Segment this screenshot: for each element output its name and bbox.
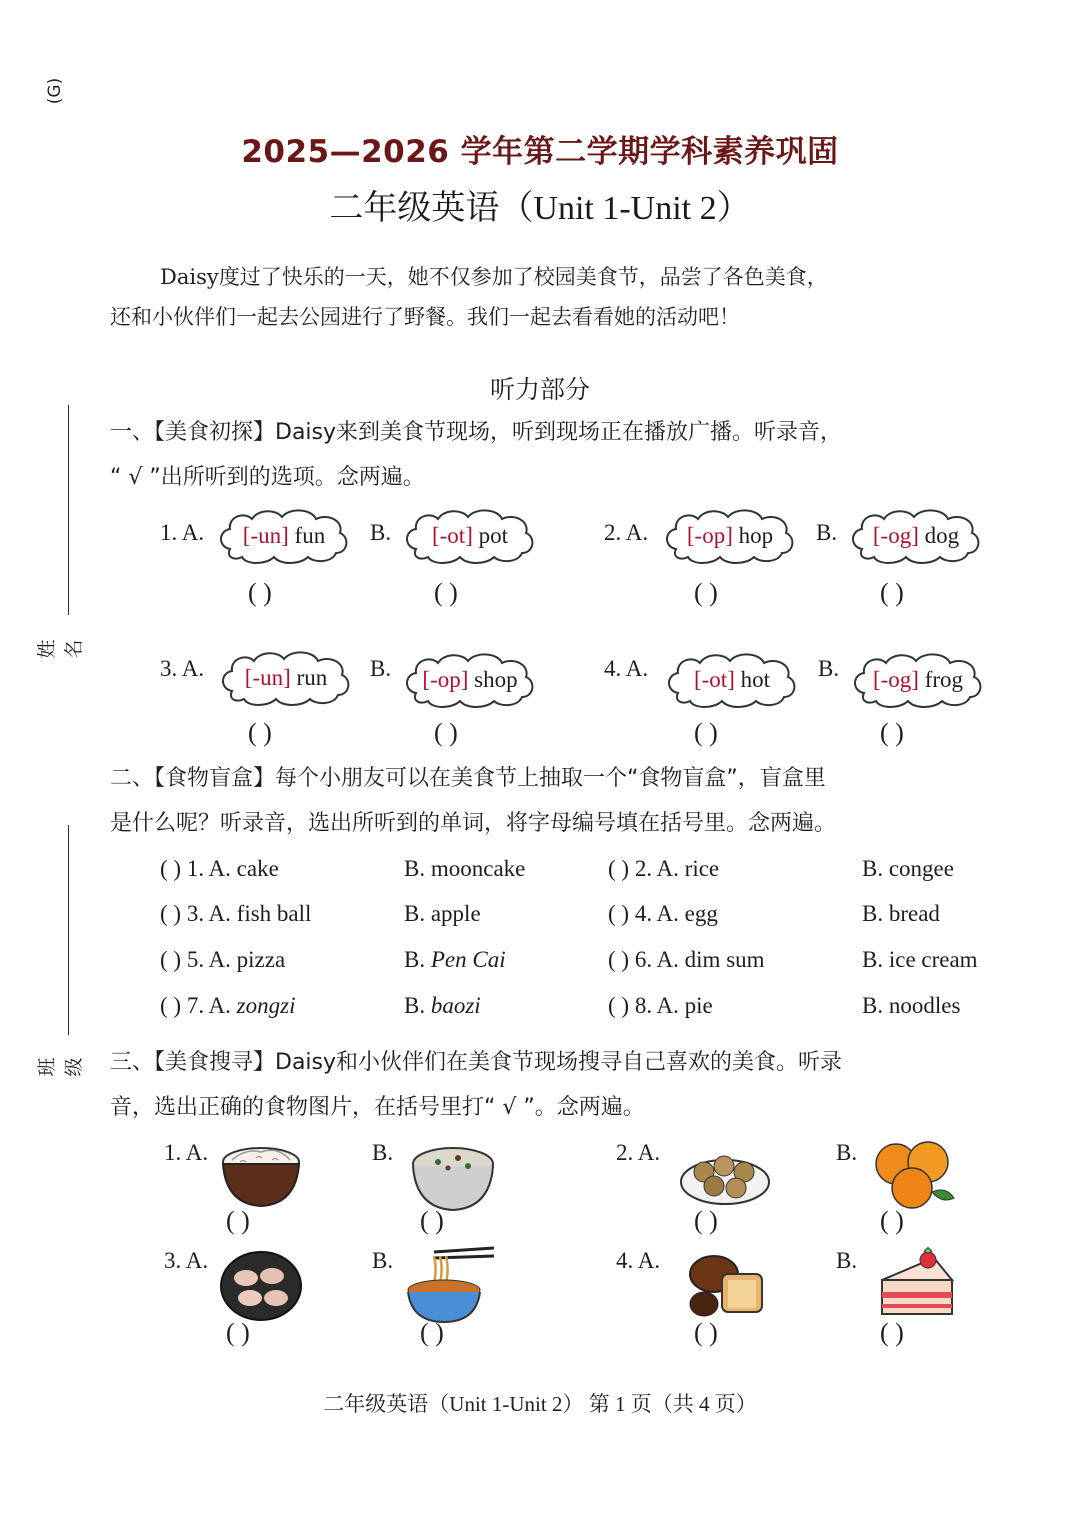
option-b-label: B. <box>836 1248 858 1273</box>
cloud-option <box>218 647 354 709</box>
answer-bracket[interactable]: ( ) <box>248 718 272 747</box>
q2-number: 2. A. <box>604 520 649 545</box>
q4-number: 4. A. <box>616 1248 661 1273</box>
answer-bracket[interactable]: ( ) <box>880 1318 904 1347</box>
answer-bracket[interactable]: ( ) <box>420 1206 444 1235</box>
rime: [-og] <box>872 667 919 692</box>
option-b-label: B. <box>818 656 840 681</box>
word: frog <box>924 667 964 692</box>
answer-bracket[interactable]: ( ) <box>160 856 182 881</box>
binding-line-top <box>68 405 69 615</box>
answer-bracket[interactable]: ( ) <box>880 578 904 607</box>
choice-row: ( ) 4. A. egg <box>608 901 718 926</box>
choice-b: B. ice cream <box>862 947 978 972</box>
cloud-option <box>402 505 538 567</box>
rime: [-op] <box>422 667 469 692</box>
answer-bracket[interactable]: ( ) <box>226 1318 250 1347</box>
answer-bracket[interactable]: ( ) <box>880 1206 904 1235</box>
choice-row: ( ) 3. A. fish ball <box>160 901 312 926</box>
rime: [-un] <box>242 523 289 548</box>
choice-b: B. noodles <box>862 993 961 1018</box>
option-b-label: B. <box>836 1140 858 1165</box>
answer-bracket[interactable]: ( ) <box>694 1318 718 1347</box>
rime: [-op] <box>686 523 733 548</box>
part3-instruction-line-1: 三、【美食搜寻】Daisy和小伙伴们在美食节现场搜寻自己喜欢的美食。听录 <box>110 1050 843 1075</box>
choice-b: B. congee <box>862 856 954 881</box>
q3-number: 3. A. <box>164 1248 209 1273</box>
answer-bracket[interactable]: ( ) <box>160 993 182 1018</box>
answer-bracket[interactable]: ( ) <box>608 947 630 972</box>
class-label: 班级 <box>36 1057 85 1077</box>
part1-instruction-line-1: 一、【美食初探】Daisy来到美食节现场，听到现场正在播放广播。听录音， <box>110 420 843 445</box>
option-b-label: B. <box>816 520 838 545</box>
answer-bracket[interactable]: ( ) <box>694 1206 718 1235</box>
choice-row: ( ) 1. A. cake <box>160 856 279 881</box>
exam-subtitle: 二年级英语（Unit 1-Unit 2） <box>329 190 751 227</box>
choice-row: ( ) 6. A. dim sum <box>608 947 765 972</box>
cloud-option <box>402 649 538 711</box>
word: dog <box>924 523 960 548</box>
option-b-label: B. <box>370 656 392 681</box>
answer-bracket[interactable]: ( ) <box>248 578 272 607</box>
intro-line-1: Daisy度过了快乐的一天，她不仅参加了校园美食节，品尝了各色美食， <box>160 265 828 289</box>
q4-number: 4. A. <box>604 656 649 681</box>
rice-bowl-icon <box>216 1132 306 1212</box>
q1-number: 1. A. <box>160 520 205 545</box>
binding-line-bottom <box>68 825 69 1035</box>
oranges-icon <box>870 1132 960 1212</box>
choice-row: ( ) 7. A. zongzi <box>160 993 296 1018</box>
listening-section-heading: 听力部分 <box>489 375 590 404</box>
part1-instruction-line-2: “ √ ”出所听到的选项。念两遍。 <box>110 465 425 490</box>
option-b-label: B. <box>372 1140 394 1165</box>
option-b-label: B. <box>372 1248 394 1273</box>
answer-bracket[interactable]: ( ) <box>434 578 458 607</box>
part2-instruction-line-2: 是什么呢？听录音，选出所听到的单词，将字母编号填在括号里。念两遍。 <box>110 811 837 836</box>
choice-row: ( ) 5. A. pizza <box>160 947 286 972</box>
part2-instruction-line-1: 二、【食物盲盒】每个小朋友可以在美食节上抽取一个“食物盲盒”，盲盒里 <box>110 766 826 791</box>
choice-row: ( ) 8. A. pie <box>608 993 713 1018</box>
option-b-label: B. <box>370 520 392 545</box>
intro-line-2: 还和小伙伴们一起去公园进行了野餐。我们一起去看看她的活动吧！ <box>110 305 740 329</box>
word: hot <box>740 667 770 692</box>
q3-number: 3. A. <box>160 656 205 681</box>
rime: [-og] <box>872 523 919 548</box>
answer-bracket[interactable]: ( ) <box>420 1318 444 1347</box>
noodles-icon <box>404 1244 494 1324</box>
choice-b: B. bread <box>862 901 940 926</box>
q2-number: 2. A. <box>616 1140 661 1165</box>
congee-bowl-icon <box>408 1134 498 1214</box>
dumplings-icon <box>216 1244 306 1324</box>
cloud-option <box>850 649 986 711</box>
choice-b: B. apple <box>404 901 481 926</box>
word: fun <box>294 523 326 548</box>
answer-bracket[interactable]: ( ) <box>694 578 718 607</box>
choice-b: B. Pen Cai <box>404 947 506 972</box>
paper-version-mark: (G) <box>45 77 65 105</box>
answer-bracket[interactable]: ( ) <box>608 856 630 881</box>
answer-bracket[interactable]: ( ) <box>160 901 182 926</box>
name-label: 姓名 <box>36 639 85 659</box>
cloud-option <box>664 649 800 711</box>
answer-bracket[interactable]: ( ) <box>160 947 182 972</box>
answer-bracket[interactable]: ( ) <box>608 993 630 1018</box>
cloud-option <box>662 505 798 567</box>
word: hop <box>738 523 774 548</box>
rime: [-ot] <box>693 667 735 692</box>
cloud-option <box>848 505 984 567</box>
rime: [-un] <box>244 665 291 690</box>
page-footer: 二年级英语（Unit 1-Unit 2） 第 1 页（共 4 页） <box>323 1392 757 1416</box>
choice-b: B. baozi <box>404 993 481 1018</box>
choice-b: B. mooncake <box>404 856 526 881</box>
bread-icon <box>684 1244 774 1324</box>
word: pot <box>478 523 508 548</box>
cloud-option <box>216 505 352 567</box>
answer-bracket[interactable]: ( ) <box>880 718 904 747</box>
answer-bracket[interactable]: ( ) <box>694 718 718 747</box>
word: shop <box>474 667 518 692</box>
part3-instruction-line-2: 音，选出正确的食物图片，在括号里打“ √ ”。念两遍。 <box>110 1095 645 1120</box>
answer-bracket[interactable]: ( ) <box>226 1206 250 1235</box>
word: run <box>296 665 328 690</box>
rime: [-ot] <box>431 523 473 548</box>
q1-number: 1. A. <box>164 1140 209 1165</box>
exam-title: 2025—2026 学年第二学期学科素养巩固 <box>241 134 839 170</box>
choice-row: ( ) 2. A. rice <box>608 856 720 881</box>
cake-slice-icon <box>872 1244 962 1324</box>
answer-bracket[interactable]: ( ) <box>434 718 458 747</box>
answer-bracket[interactable]: ( ) <box>608 901 630 926</box>
fish-balls-icon <box>680 1132 770 1212</box>
